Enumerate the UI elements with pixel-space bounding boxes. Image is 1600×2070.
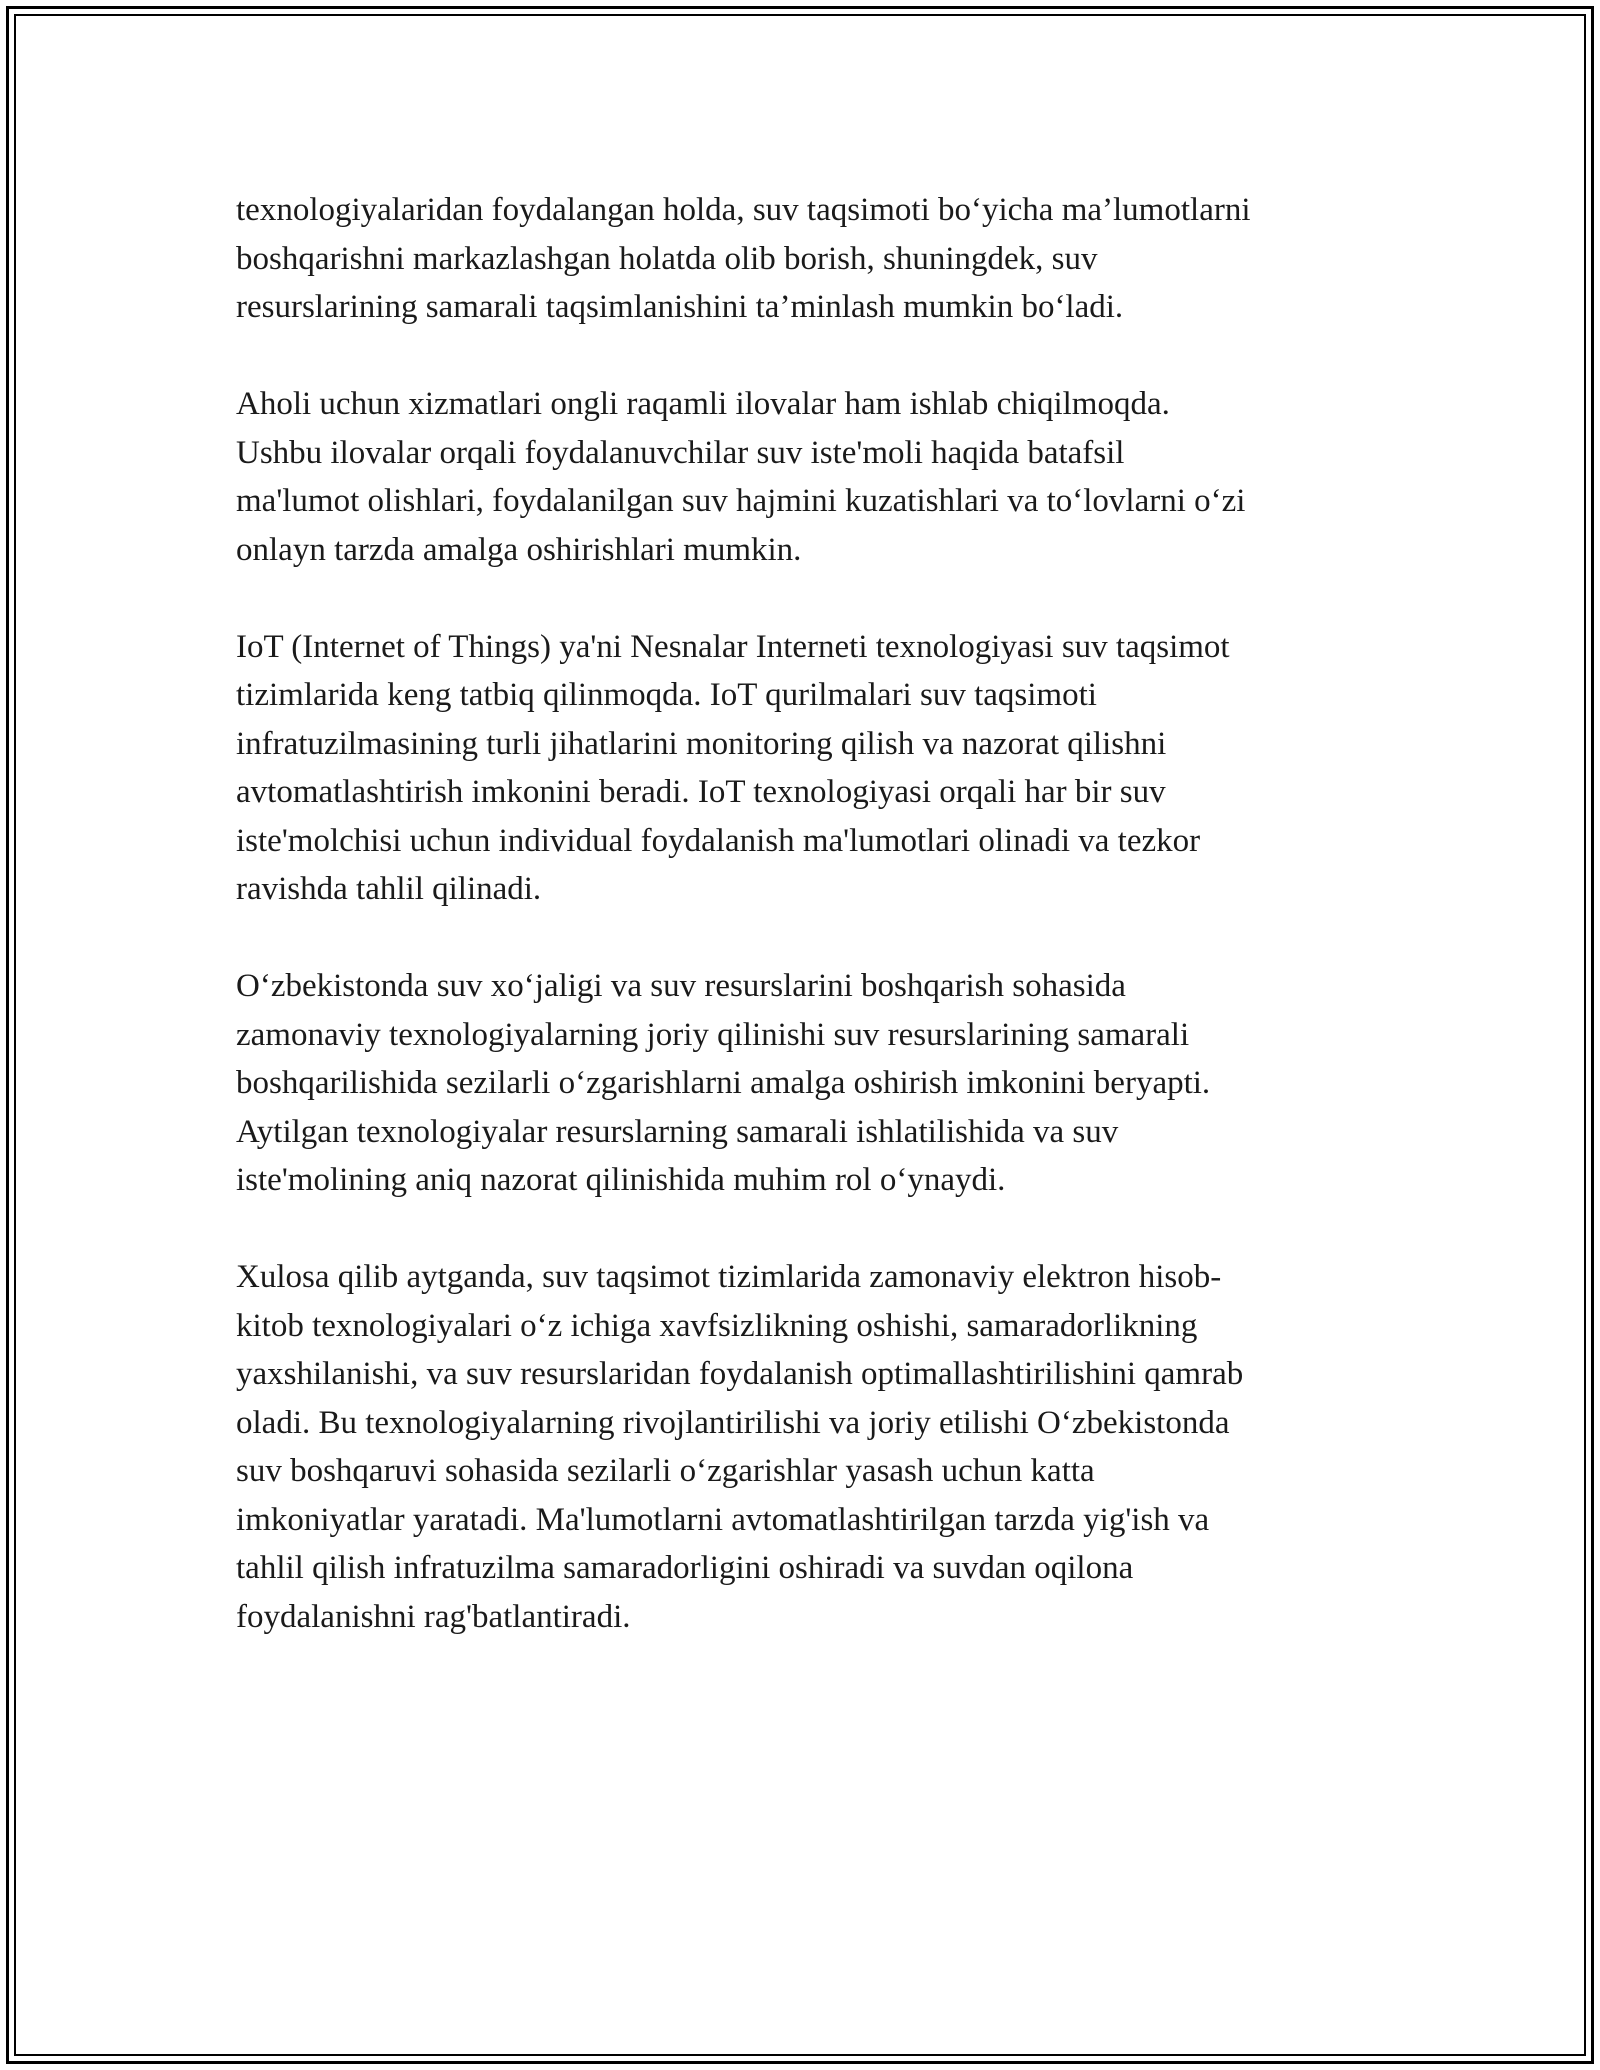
paragraph-5: Xulosa qilib aytganda, suv taqsimot tizimlarida zamonaviy elektron hisob- kitob texnologiyalari o‘z ichiga xavfsizlikning oshishi, samaradorlikning yaxshilanishi, va suv resurslaridan foydalanish optimallashtirilishini qamrab oladi. Bu texnologiyalarning rivojlantirilishi va joriy etilishi O‘zbekistonda suv boshqaruvi sohasida sezilarli o‘zgarishlar yasash uchun katta imkoniyatlar yaratadi. Ma'lumotlarni avtomatlashtirilgan tarzda yig'ish va tahlil qilish infratuzilma samaradorligini oshiradi va suvdan oqilona foydalanishni rag'batlantiradi. (236, 1259, 1244, 1635)
paragraph-3: IoT (Internet of Things) ya'ni Nesnalar Interneti texnologiyasi suv taqsimot tizimlarida keng tatbiq qilinmoqda. IoT qurilmalari suv taqsimoti infratuzilmasining turli jihatlarini monitoring qilish va nazorat qilishni avtomatlashtirish imkonini beradi. IoT texnologiyasi orqali har bir suv iste'molchisi uchun individual foydalanish ma'lumotlari olinadi va tezkor ravishda tahlil qilinadi. (236, 628, 1230, 907)
document-body (236, 186, 1376, 1690)
paragraph-2: Aholi uchun xizmatlari ongli raqamli ilovalar ham ishlab chiqilmoqda. Ushbu ilovalar orqali foydalanuvchilar suv iste'moli haqida batafsil ma'lumot olishlari, foydalanilgan suv hajmini kuzatishlari va to‘lovlarni o‘zi onlayn tarzda amalga oshirishlari mumkin. (236, 386, 1246, 568)
paragraph-4: O‘zbekistonda suv xo‘jaligi va suv resurslarini boshqarish sohasida zamonaviy texnologiyalarning joriy qilinishi suv resurslarining samarali boshqarilishida sezilarli o‘zgarishlarni amalga oshirish imkonini beryapti. Aytilgan texnologiyalar resurslarning samarali ishlatilishida va suv iste'molining aniq nazorat qilinishida muhim rol o‘ynaydi. (236, 968, 1211, 1198)
paragraph-1: texnologiyalaridan foydalangan holda, suv taqsimoti bo‘yicha ma’lumotlarni boshqarishni markazlashgan holatda olib borish, shuningdek, suv resurslarining samarali taqsimlanishini ta’minlash mumkin bo‘ladi. (236, 192, 1251, 325)
